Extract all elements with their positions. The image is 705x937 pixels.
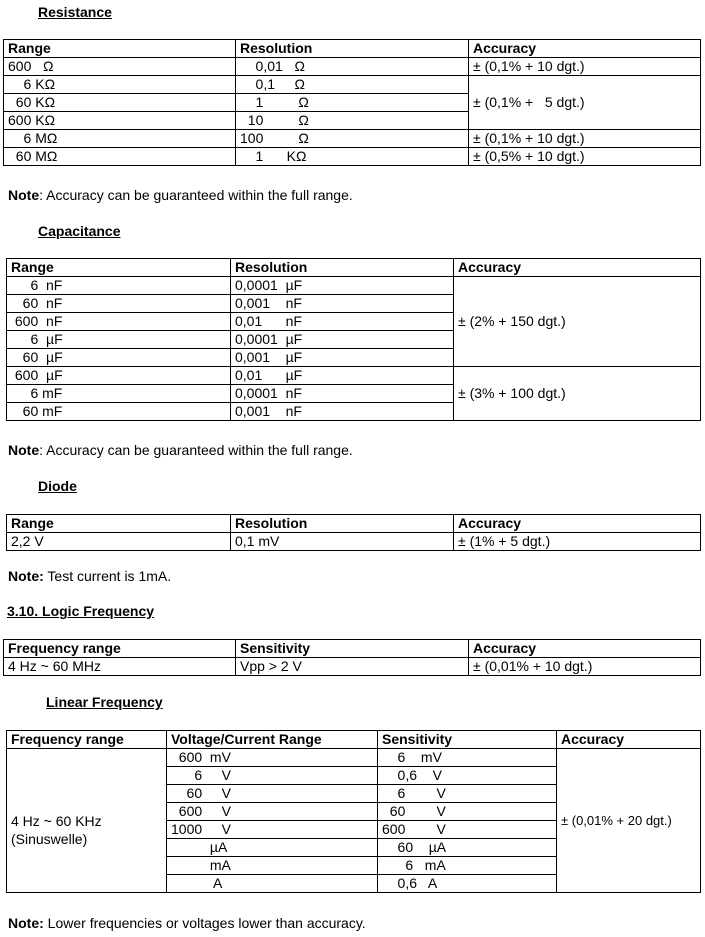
range-cell: 60 nF <box>7 295 231 313</box>
table-header-row <box>7 259 701 277</box>
capacitance-heading: Capacitance <box>38 223 121 239</box>
table-row <box>7 533 701 551</box>
vc-range-cell: 6 V <box>167 767 378 785</box>
table-row <box>7 367 701 385</box>
resolution-cell: 0,01 µF <box>231 367 454 385</box>
note-text: Lower frequencies or voltages lower than accuracy. <box>43 915 366 931</box>
range-cell: 600 Ω <box>4 58 236 76</box>
accuracy-cell: ± (0,01% + 20 dgt.) <box>557 749 701 893</box>
sensitivity-cell: 0,6 V <box>378 767 557 785</box>
note-text: Test current is 1mA. <box>43 568 172 584</box>
vc-range-cell: µA <box>167 839 378 857</box>
frequency-range-line: 4 Hz ~ 60 KHz <box>11 812 102 829</box>
table-row <box>4 130 701 148</box>
table-row <box>4 76 701 94</box>
note-label: Note: <box>8 915 44 931</box>
accuracy-cell: ± (0,01% + 10 dgt.) <box>469 658 701 676</box>
column-header: Resolution <box>231 515 454 533</box>
accuracy-cell: ± (0,1% + 10 dgt.) <box>469 58 701 76</box>
range-cell: 6 µF <box>7 331 231 349</box>
accuracy-cell: ± (0,1% + 10 dgt.) <box>469 130 701 148</box>
range-cell: 600 nF <box>7 313 231 331</box>
accuracy-cell: ± (0,5% + 10 dgt.) <box>469 148 701 166</box>
resolution-cell: 0,1 mV <box>231 533 454 551</box>
note-text: : Accuracy can be guaranteed within the full range. <box>39 187 353 203</box>
range-cell: 6 MΩ <box>4 130 236 148</box>
sensitivity-cell: Vpp > 2 V <box>236 658 469 676</box>
resolution-cell: 100 Ω <box>236 130 469 148</box>
resolution-cell: 0,1 Ω <box>236 76 469 94</box>
accuracy-cell: ± (0,1% + 5 dgt.) <box>469 76 701 130</box>
column-header: Resolution <box>236 40 469 58</box>
resistance-heading: Resistance <box>38 4 112 20</box>
vc-range-cell: 600 V <box>167 803 378 821</box>
column-header: Accuracy <box>557 731 701 749</box>
accuracy-cell: ± (3% + 100 dgt.) <box>454 367 701 421</box>
range-cell: 60 KΩ <box>4 94 236 112</box>
resolution-cell: 1 Ω <box>236 94 469 112</box>
table-row <box>4 58 701 76</box>
sensitivity-cell: 6 V <box>378 785 557 803</box>
sensitivity-cell: 60 V <box>378 803 557 821</box>
resolution-cell: 0,001 nF <box>231 403 454 421</box>
linear-frequency-note <box>8 915 366 931</box>
column-header: Frequency range <box>4 640 236 658</box>
range-cell: 2,2 V <box>7 533 231 551</box>
range-cell: 60 MΩ <box>4 148 236 166</box>
sensitivity-cell: 0,6 A <box>378 875 557 893</box>
table-row <box>4 148 701 166</box>
resolution-cell: 0,001 µF <box>231 349 454 367</box>
table-row <box>7 749 701 767</box>
column-header: Range <box>7 259 231 277</box>
table-header-row <box>7 731 701 749</box>
table-header-row <box>4 40 701 58</box>
accuracy-cell: ± (1% + 5 dgt.) <box>454 533 701 551</box>
logic-frequency-table <box>3 639 701 676</box>
column-header: Accuracy <box>469 40 701 58</box>
diode-note <box>8 568 171 584</box>
range-cell: 6 mF <box>7 385 231 403</box>
capacitance-note <box>8 442 353 458</box>
column-header: Frequency range <box>7 731 167 749</box>
resolution-cell: 1 KΩ <box>236 148 469 166</box>
resolution-cell: 0,001 nF <box>231 295 454 313</box>
table-header-row <box>7 515 701 533</box>
range-cell: 600 KΩ <box>4 112 236 130</box>
sensitivity-cell: 600 V <box>378 821 557 839</box>
resolution-cell: 0,01 Ω <box>236 58 469 76</box>
table-row <box>7 277 701 295</box>
diode-table <box>6 514 701 551</box>
resolution-cell: 0,01 nF <box>231 313 454 331</box>
sensitivity-cell: 60 µA <box>378 839 557 857</box>
table-header-row <box>4 640 701 658</box>
vc-range-cell: 1000 V <box>167 821 378 839</box>
column-header: Accuracy <box>454 515 701 533</box>
range-cell: 6 nF <box>7 277 231 295</box>
note-label: Note <box>8 187 40 203</box>
column-header: Sensitivity <box>236 640 469 658</box>
capacitance-table <box>6 258 701 421</box>
column-header: Voltage/Current Range <box>167 731 378 749</box>
linear-frequency-heading: Linear Frequency <box>46 694 163 710</box>
resolution-cell: 0,0001 µF <box>231 331 454 349</box>
range-cell: 60 mF <box>7 403 231 421</box>
range-cell: 600 µF <box>7 367 231 385</box>
column-header: Accuracy <box>454 259 701 277</box>
linear-frequency-table <box>6 730 701 893</box>
resistance-note <box>8 187 353 203</box>
range-cell: 6 KΩ <box>4 76 236 94</box>
column-header: Sensitivity <box>378 731 557 749</box>
range-cell: 60 µF <box>7 349 231 367</box>
diode-heading: Diode <box>38 478 77 494</box>
note-text: : Accuracy can be guaranteed within the full range. <box>39 442 353 458</box>
sensitivity-cell: 6 mA <box>378 857 557 875</box>
accuracy-cell: ± (2% + 150 dgt.) <box>454 277 701 367</box>
sensitivity-cell: 6 mV <box>378 749 557 767</box>
column-header: Resolution <box>231 259 454 277</box>
resolution-cell: 0,0001 µF <box>231 277 454 295</box>
vc-range-cell: A <box>167 875 378 893</box>
note-label: Note <box>8 442 40 458</box>
resistance-table <box>3 39 701 166</box>
logic-frequency-heading: 3.10. Logic Frequency <box>7 603 155 619</box>
resolution-cell: 0,0001 nF <box>231 385 454 403</box>
vc-range-cell: 60 V <box>167 785 378 803</box>
vc-range-cell: mA <box>167 857 378 875</box>
frequency-range-cell <box>7 749 167 893</box>
resolution-cell: 10 Ω <box>236 112 469 130</box>
frequency-range-cell: 4 Hz ~ 60 MHz <box>4 658 236 676</box>
column-header: Range <box>4 40 236 58</box>
frequency-range-note: (Sinuswelle) <box>11 830 88 847</box>
note-label: Note: <box>8 568 44 584</box>
column-header: Accuracy <box>469 640 701 658</box>
vc-range-cell: 600 mV <box>167 749 378 767</box>
table-row <box>4 658 701 676</box>
column-header: Range <box>7 515 231 533</box>
